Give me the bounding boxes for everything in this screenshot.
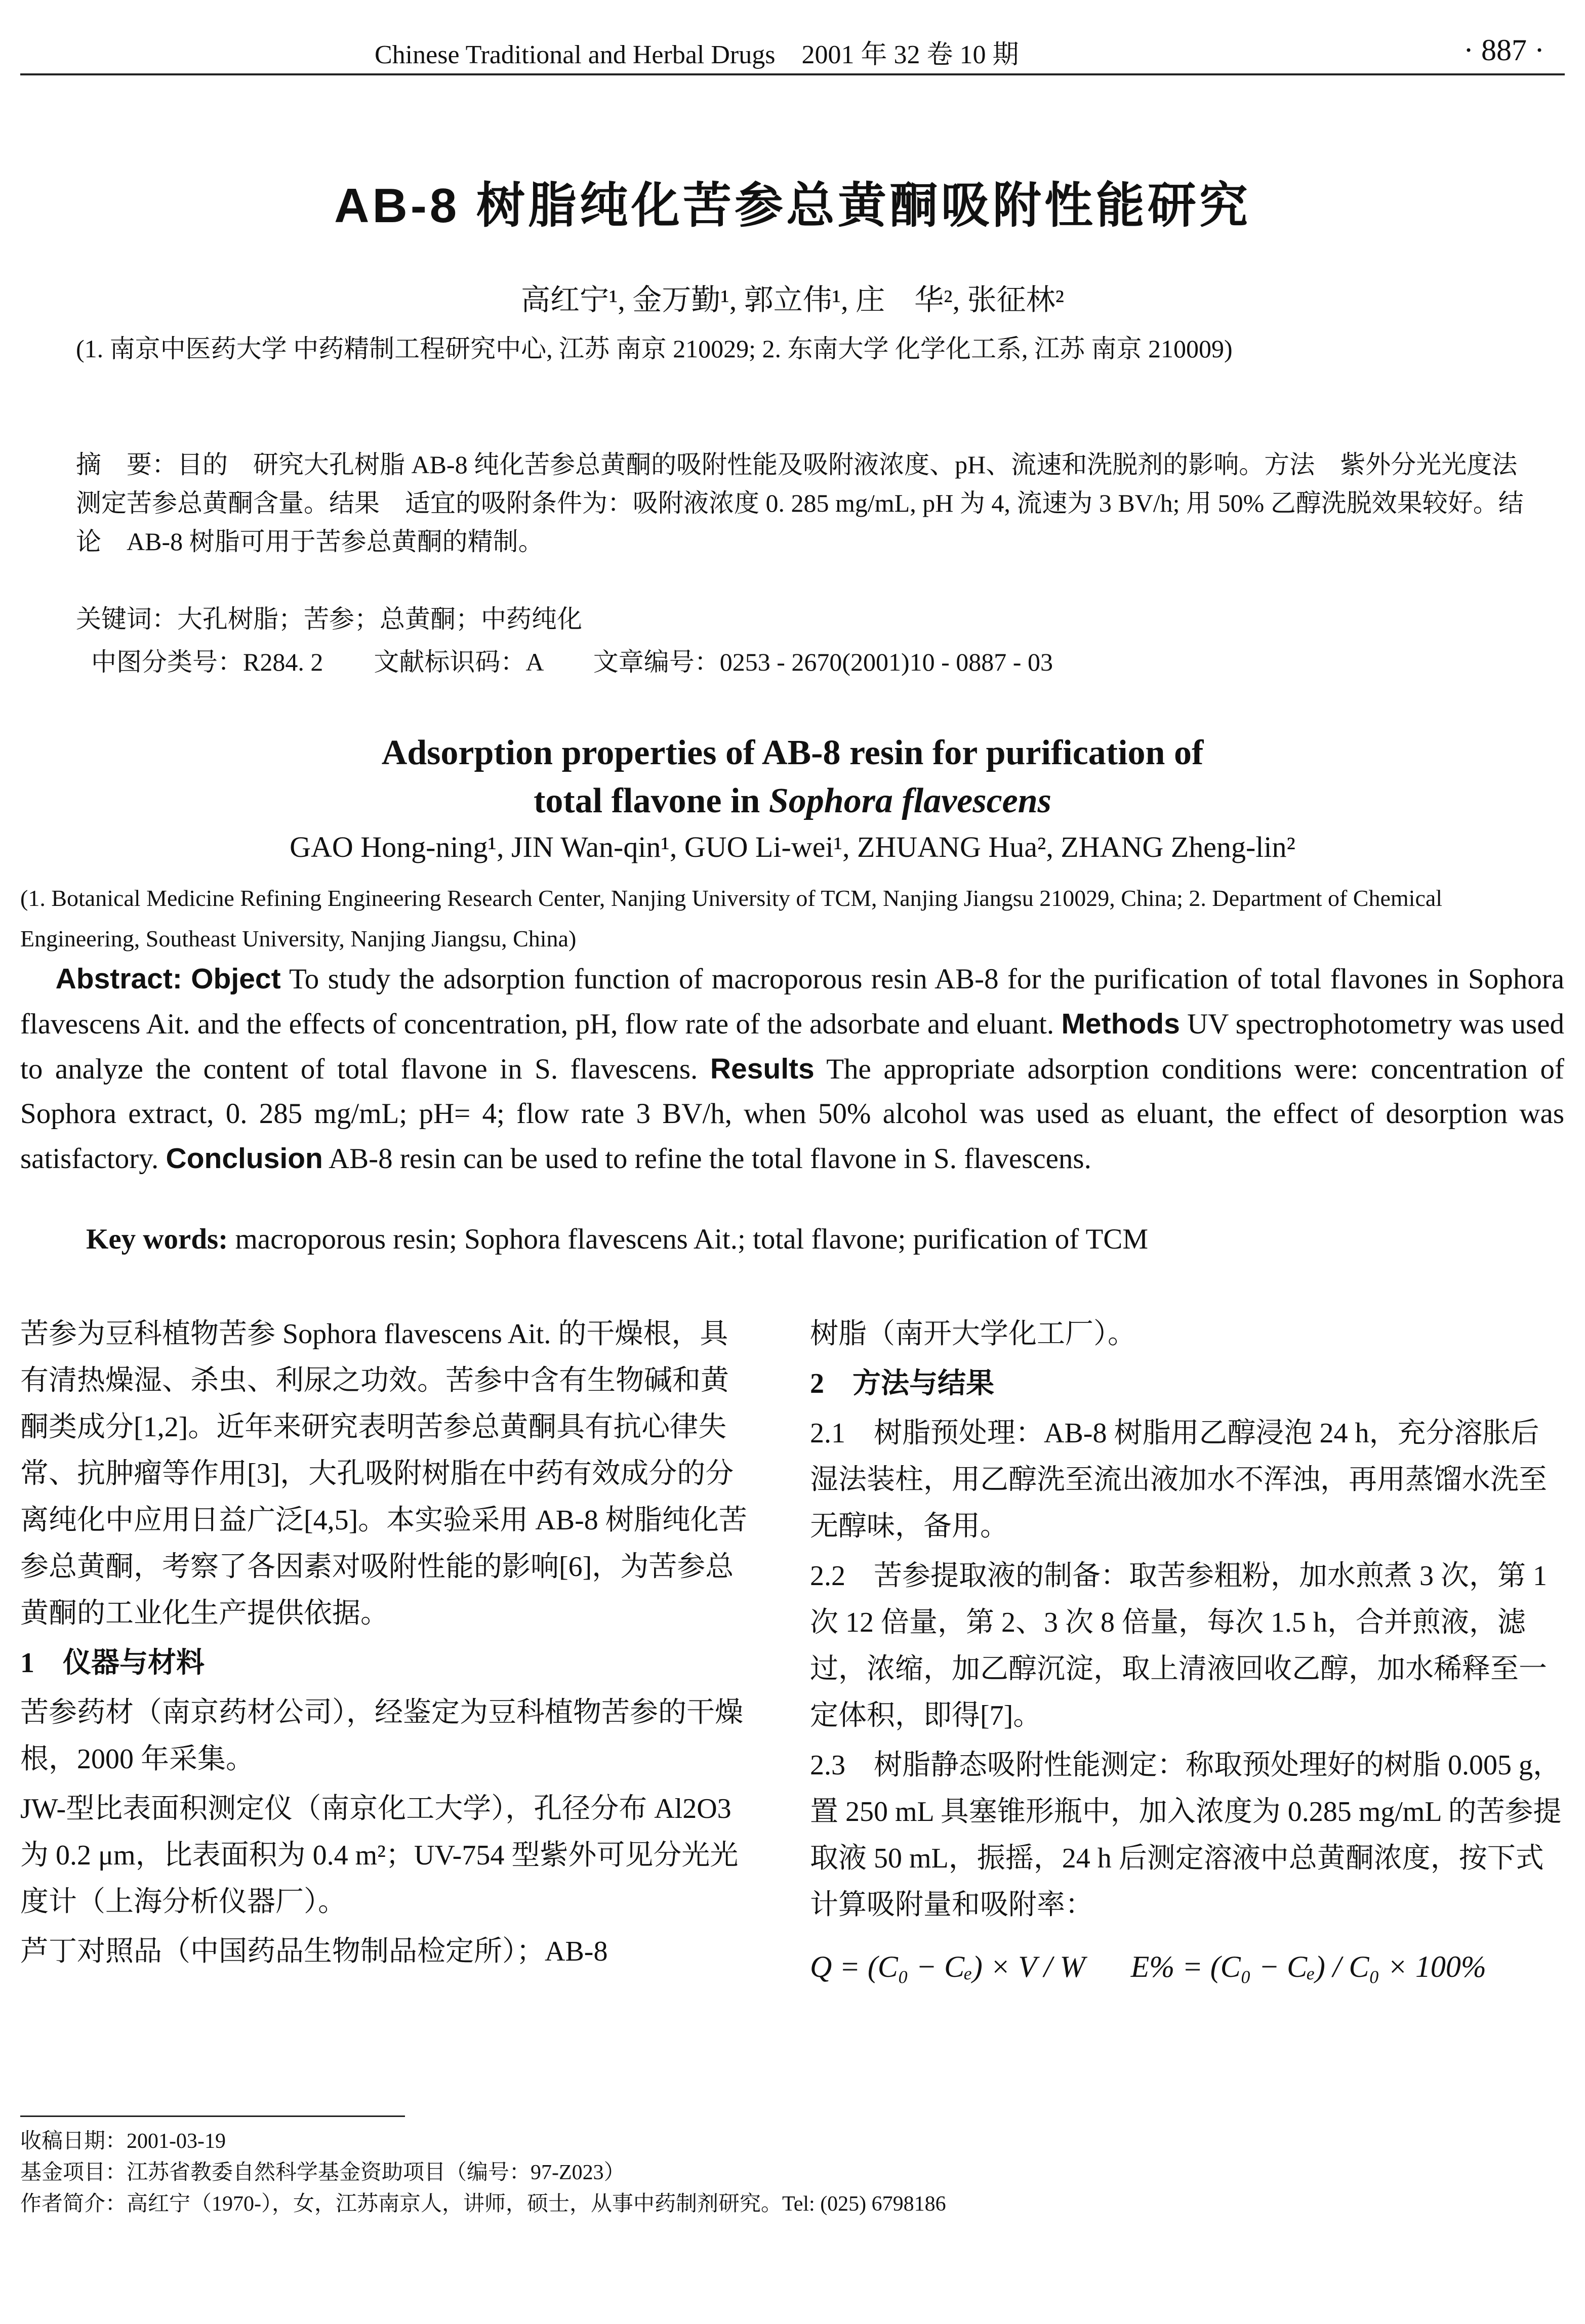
- conclusion-label: Conclusion: [166, 1142, 323, 1175]
- objective-text: To study the adsorption function of macroporous resin AB-8 for the purification of total flavones in Sophora flavescens Ait. and the effects of concentration, pH, flow rate of the adsorbate and eluant.: [20, 963, 1564, 1040]
- conclusion-text: AB-8 resin can be used to refine the total flavone in S. flavescens.: [328, 1143, 1091, 1175]
- formula-adsorption-rate: E% = (C₀ − Cₑ) / C₀ × 100%: [1130, 1950, 1486, 1983]
- footnote-author: 作者简介：高红宁（1970-），女，江苏南京人，讲师，硕士，从事中药制剂研究。Tel: (025) 6798186: [20, 2192, 946, 2216]
- footnote-received: 收稿日期：2001-03-19: [20, 2130, 226, 2153]
- keywords-text: macroporous resin; Sophora flavescens Ait.; total flavone; purification of TCM: [235, 1223, 1149, 1255]
- english-title-species: Sophora flavescens: [768, 781, 1051, 820]
- english-title: [0, 729, 1585, 825]
- intro-paragraph: 苦参为豆科植物苦参 Sophora flavescens Ait. 的干燥根，具有清热燥湿、杀虫、利尿之功效。苦参中含有生物碱和黄酮类成分[1,2]。近年来研究表明苦参总黄酮具有抗心律失常、抗肿瘤等作用[3]，大孔吸附树脂在中药有效成分的分离纯化中应用日益广泛[4,5]。本实验采用 AB-8 树脂纯化苦参总黄酮，考察了各因素对吸附性能的影响[6]，为苦参总黄酮的工业化生产提供依据。: [20, 1318, 747, 1629]
- keywords-label: Key words: [86, 1223, 219, 1255]
- chinese-abstract: 摘 要：目的 研究大孔树脂 AB-8 纯化苦参总黄酮的吸附性能及吸附液浓度、pH、流速和洗脱剂的影响。方法 紫外分光光度法测定苦参总黄酮含量。结果 适宜的吸附条件为：吸附液浓度 0. 285 mg/mL, pH 为 4, 流速为 3 BV/h; 用 50% 乙醇洗脱效果较好。结论 AB-8 树脂可用于苦参总黄酮的精制。: [76, 450, 1524, 556]
- chinese-authors: 高红宁¹, 金万勤¹, 郭立伟¹, 庄 华², 张征林²: [521, 283, 1064, 316]
- abstract-label: Abstract: [55, 963, 173, 995]
- body-left-column: [20, 1311, 754, 1978]
- english-abstract: Abstract: Object To study the adsorption function of macroporous resin AB-8 for the purification of total flavones in Sophora flavescens Ait. and the effects of concentration, pH, flow rate of the adsorbate and eluant. Methods UV spectrophotometry was used to analyze the content of total flavone in S. flavescens. Results The appropriate adsorption conditions were: concentration of Sophora extract, 0. 285 mg/mL; pH= 4; flow rate 3 BV/h, when 50% alcohol was used as eluant, the effect of desorption was satisfactory. Conclusion AB-8 resin can be used to refine the total flavone in S. flavescens.: [20, 963, 1565, 1175]
- section-1-paragraph-3: 芦丁对照品（中国药品生物制品检定所）；AB-8: [20, 1936, 608, 1967]
- running-header: [20, 28, 1565, 75]
- section-2-1: 2.1 树脂预处理：AB-8 树脂用乙醇浸泡 24 h，充分溶胀后湿法装柱，用乙醇洗至流出液加水不浑浊，再用蒸馏水洗至无醇味，备用。: [810, 1418, 1547, 1542]
- methods-label: Methods: [1061, 1008, 1180, 1040]
- footnotes: [20, 2126, 1564, 2220]
- results-text: The appropriate adsorption conditions were: concentration of Sophora extract, 0. 285 mg/mL; pH= 4; flow rate 3 BV/h, when 50% alcohol was used as eluant, the effect of desorption was satisfactory.: [20, 1053, 1564, 1175]
- chinese-affiliation: (1. 南京中医药大学 中药精制工程研究中心, 江苏 南京 210029; 2. 东南大学 化学化工系, 江苏 南京 210009): [76, 335, 1233, 363]
- body-right-column: [810, 1311, 1564, 1990]
- chinese-title: AB-8 树脂纯化苦参总黄酮吸附性能研究: [334, 179, 1251, 233]
- formula-adsorption-capacity: Q = (C₀ − Cₑ) × V / W: [810, 1950, 1085, 1983]
- chinese-classification: 中图分类号：R284. 2 文献标识码：A 文章编号：0253 - 2670(2001)10 - 0887 - 03: [91, 648, 1053, 676]
- adsorption-formula: [810, 1943, 1564, 1990]
- results-label: Results: [710, 1053, 815, 1085]
- section-1-paragraph-1: 苦参药材（南京药材公司），经鉴定为豆科植物苦参的干燥根，2000 年采集。: [20, 1697, 743, 1775]
- section-2-3: 2.3 树脂静态吸附性能测定：称取预处理好的树脂 0.005 g，置 250 mL 具塞锥形瓶中，加入浓度为 0.285 mg/mL 的苦参提取液 50 mL，振摇，24 h 后测定溶液中总黄酮浓度，按下式计算吸附量和吸附率：: [810, 1750, 1562, 1921]
- header-journal-name: Chinese Traditional and Herbal Drugs: [375, 40, 776, 69]
- footnote-fund: 基金项目：江苏省教委自然科学基金资助项目（编号：97-Z023）: [20, 2161, 625, 2184]
- header-journal-info: [375, 33, 1019, 71]
- english-authors: GAO Hong-ning¹, JIN Wan-qin¹, GUO Li-wei¹, ZHUANG Hua², ZHANG Zheng-lin²: [290, 831, 1295, 863]
- english-title-line2: total flavone in Sophora flavescens: [534, 781, 1051, 820]
- footnote-divider: [20, 2115, 405, 2117]
- section-2-2: 2.2 苦参提取液的制备：取苦参粗粉，加水煎煮 3 次，第 1 次 12 倍量，第 2、3 次 8 倍量，每次 1.5 h，合并煎液，滤过，浓缩，加乙醇沉淀，取上清液回收乙醇，加水稀释至一定体积，即得[7]。: [810, 1560, 1547, 1731]
- section-1-paragraph-2: JW-型比表面积测定仪（南京化工大学），孔径分布 Al2O3 为 0.2 μm，比表面积为 0.4 m²；UV-754 型紫外可见分光光度计（上海分析仪器厂）。: [20, 1793, 739, 1918]
- english-keywords: Key words: macroporous resin; Sophora flavescens Ait.; total flavone; purification of TCM: [86, 1223, 1149, 1255]
- header-page-number: · 887 ·: [1464, 33, 1545, 67]
- english-affiliation: (1. Botanical Medicine Refining Engineering Research Center, Nanjing University of TCM, Nanjing Jiangsu 210029, China; 2. Department of Chemical Engineering, Southeast University, Nanjing Jiangsu, China): [20, 885, 1443, 951]
- methods-text: UV spectrophotometry was used to analyze the content of total flavone in S. flavescens.: [20, 1008, 1565, 1085]
- chinese-keywords: 关键词：大孔树脂；苦参；总黄酮；中药纯化: [76, 605, 582, 633]
- english-title-line1: Adsorption properties of AB-8 resin for purification of: [381, 733, 1204, 772]
- objective-label: Object: [191, 963, 281, 995]
- section-1-heading: 1 仪器与材料: [20, 1647, 205, 1679]
- section-2-heading: 2 方法与结果: [810, 1368, 994, 1399]
- section-1-continued: 树脂（南开大学化工厂）。: [810, 1318, 1136, 1350]
- header-issue: 2001 年 32 卷 10 期: [801, 40, 1019, 69]
